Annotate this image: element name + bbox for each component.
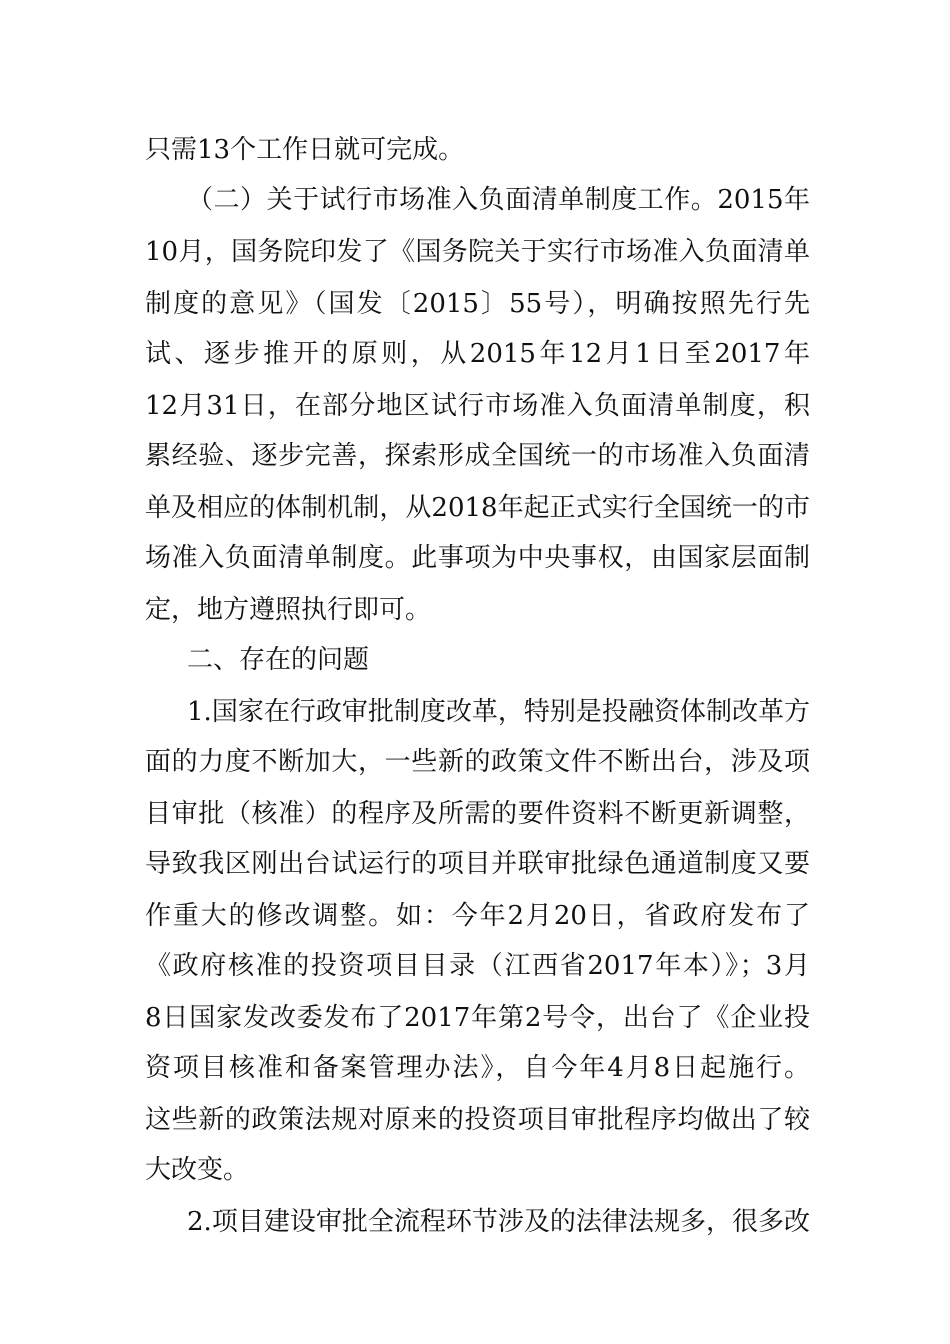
paragraph-line: 10月，国务院印发了《国务院关于实行市场准入负面清单 (145, 237, 810, 267)
paragraph-line: 导致我区刚出台试运行的项目并联审批绿色通道制度又要 (145, 849, 810, 879)
paragraph-line: 制度的意见》（国发〔2015〕55号），明确按照先行先 (145, 289, 810, 319)
paragraph-line: 8日国家发改委发布了2017年第2号令，出台了《企业投 (145, 1003, 810, 1033)
paragraph-line: 2.项目建设审批全流程环节涉及的法律法规多，很多改 (187, 1207, 810, 1237)
paragraph-line: 定，地方遵照执行即可。 (145, 595, 432, 625)
paragraph-line: 累经验、逐步完善，探索形成全国统一的市场准入负面清 (145, 441, 810, 471)
paragraph-line: 《政府核准的投资项目目录（江西省2017年本）》；3月 (145, 951, 810, 981)
paragraph-line: 1.国家在行政审批制度改革，特别是投融资体制改革方 (187, 697, 810, 727)
paragraph-line: 作重大的修改调整。如：今年2月20日，省政府发布了 (145, 901, 810, 931)
paragraph-line: 试、逐步推开的原则，从2015年12月1日至2017年 (145, 339, 810, 369)
paragraph-line: 只需13个工作日就可完成。 (145, 135, 465, 165)
paragraph-line: 场准入负面清单制度。此事项为中央事权，由国家层面制 (145, 543, 810, 573)
paragraph-line: 12月31日，在部分地区试行市场准入负面清单制度，积 (145, 391, 810, 421)
paragraph-line: （二）关于试行市场准入负面清单制度工作。2015年 (187, 185, 810, 215)
paragraph-line: 单及相应的体制机制，从2018年起正式实行全国统一的市 (145, 493, 810, 523)
paragraph-line: 资项目核准和备案管理办法》，自今年4月8日起施行。 (145, 1053, 810, 1083)
paragraph-line: 大改变。 (145, 1155, 250, 1185)
paragraph-line: 目审批（核准）的程序及所需的要件资料不断更新调整， (145, 799, 810, 829)
paragraph-line: 这些新的政策法规对原来的投资项目审批程序均做出了较 (145, 1105, 810, 1135)
section-heading: 二、存在的问题 (187, 645, 370, 675)
paragraph-line: 面的力度不断加大，一些新的政策文件不断出台，涉及项 (145, 747, 810, 777)
